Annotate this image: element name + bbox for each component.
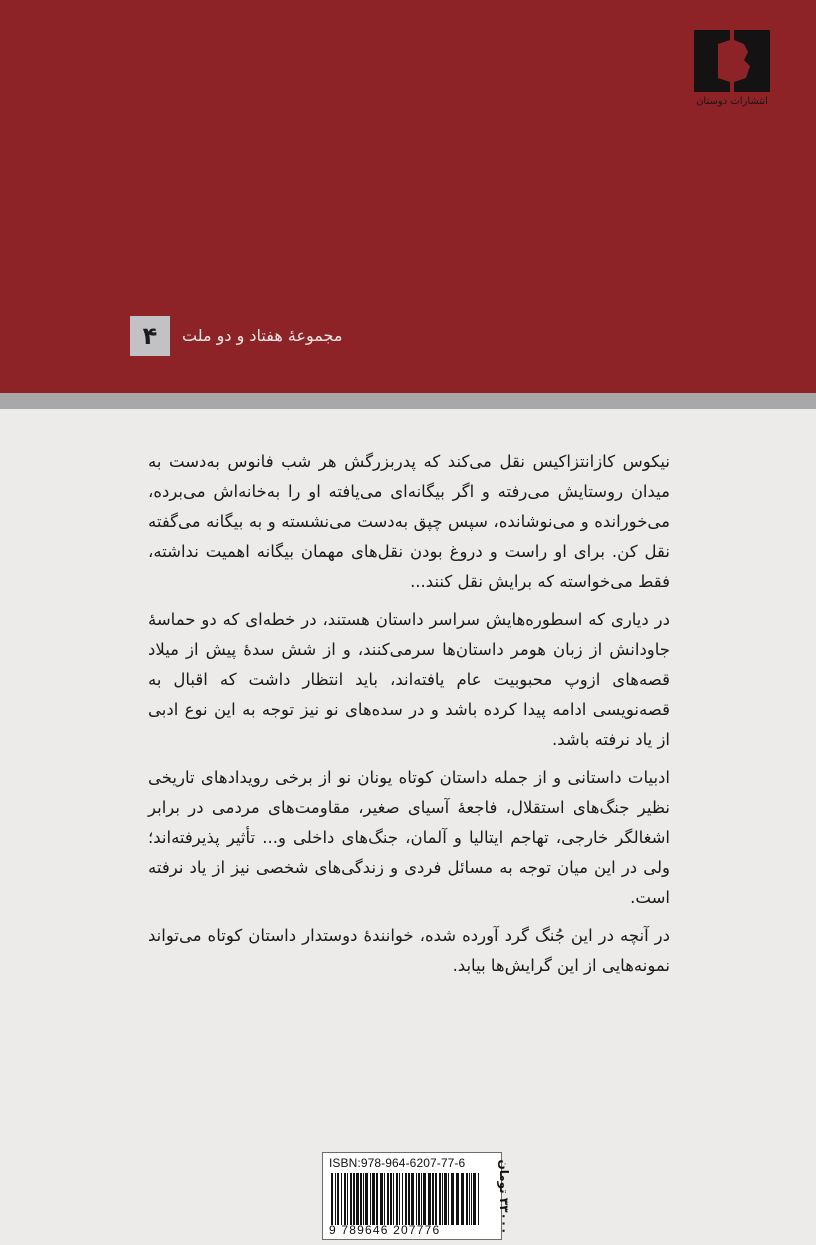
barcode-bar	[471, 1173, 472, 1225]
barcode-bar	[439, 1173, 441, 1225]
barcode-bar	[344, 1173, 346, 1225]
barcode-label	[322, 1152, 502, 1240]
barcode-bar	[432, 1173, 434, 1225]
barcode-bar	[473, 1173, 476, 1225]
barcode-bar	[478, 1173, 479, 1225]
blurb-paragraph-3: ادبیات داستانی و از جمله داستان کوتاه یونان نو از برخی رویدادهای تاریخی نظیر جنگ‌های استقلال، فاجعۀ آسیای صغیر، مقاومت‌های مردمی در برابر اشغالگر خارجی، تهاجم ایتالیا و آلمان، جنگ‌های داخلی و... تأثیر پذیرفته‌اند؛ ولی در این میان توجه به مسائل فردی و زندگی‌های شخصی نیز از یاد نرفته است.	[148, 768, 670, 907]
barcode-bar	[405, 1173, 407, 1225]
barcode-bar	[331, 1173, 333, 1225]
barcode-bar	[461, 1173, 464, 1225]
publisher-name: انتشارات دوستان	[696, 96, 768, 107]
barcode-bar	[418, 1173, 420, 1225]
barcode-bar	[421, 1173, 422, 1225]
series-title: مجموعۀ هفتاد و دو ملت	[182, 326, 343, 345]
barcode-bar	[442, 1173, 443, 1225]
barcode-bar	[372, 1173, 375, 1225]
barcode-bar	[396, 1173, 398, 1225]
barcode-bar	[390, 1173, 392, 1225]
isbn-text: ISBN:978-964-6207-77-6	[329, 1156, 466, 1170]
blurb-text	[148, 447, 670, 989]
barcode-bar	[402, 1173, 403, 1225]
blurb-paragraph-4: در آنچه در این جُنگ گرد آورده شده، خوانندۀ دوستدار داستان کوتاه می‌تواند نمونه‌هایی از این گرایش‌ها بیابد.	[148, 926, 670, 975]
barcode-bar	[428, 1173, 431, 1225]
barcode-bar	[444, 1173, 447, 1225]
price-label	[490, 1160, 510, 1240]
barcode-bar	[360, 1173, 362, 1225]
barcode-bar	[363, 1173, 364, 1225]
barcode-bar	[456, 1173, 459, 1225]
barcode-digits: 9 789646 207776	[329, 1223, 441, 1237]
barcode-bar	[466, 1173, 468, 1225]
barcode-bar	[380, 1173, 383, 1225]
barcode-bars	[331, 1173, 483, 1225]
barcode-bar	[469, 1173, 470, 1225]
barcode-bar	[350, 1173, 352, 1225]
divider-strip	[0, 393, 816, 409]
barcode-bar	[347, 1173, 348, 1225]
price-text: ۳۳۰۰۰ تومان	[497, 1159, 511, 1235]
barcode-bar	[353, 1173, 355, 1225]
barcode-bar	[341, 1173, 342, 1225]
publisher-logo-icon	[690, 26, 774, 96]
blurb-paragraph-1: نیکوس کازانتزاکیس نقل می‌کند که پدربزرگش هر شب فانوس به‌دست به میدان روستایش می‌رفته و اگر بیگانه‌ای می‌یافته او را به‌خانه‌اش می‌برده، می‌خورانده و می‌نوشانده، سپس چپق به‌دست می‌نشسته و به بیگانه می‌گفته نقل کن. برای او راست و دروغ بودن نقل‌های مهمان بیگانه اهمیت نداشته، فقط می‌خواسته که برایش نقل کنند...	[148, 452, 670, 591]
barcode-bar	[335, 1173, 336, 1225]
barcode-bar	[408, 1173, 410, 1225]
series-number-badge: ۴	[130, 316, 170, 356]
barcode-bar	[435, 1173, 437, 1225]
barcode-bar	[384, 1173, 385, 1225]
barcode-bar	[376, 1173, 378, 1225]
barcode-bar	[356, 1173, 359, 1225]
barcode-bar	[370, 1173, 371, 1225]
barcode-bar	[365, 1173, 368, 1225]
barcode-bar	[448, 1173, 449, 1225]
blurb-paragraph-2: در دیاری که اسطوره‌هایش سراسر داستان هستند، در خطه‌ای که دو حماسۀ جاودانش از زبان هومر داستان‌ها سرمی‌کنند، و از شش سدۀ پیش از میلاد قصه‌های ازوپ محبوبیت عام یافته‌اند، باید انتظار داشت که اقبال به قصه‌نویسی ادامه پیدا کرده باشد و در سده‌های نو نیز توجه به این نوع ادبی از یاد نرفته باشد.	[148, 610, 670, 749]
barcode-bar	[337, 1173, 339, 1225]
barcode-bar	[399, 1173, 400, 1225]
barcode-bar	[451, 1173, 454, 1225]
barcode-bar	[423, 1173, 426, 1225]
barcode-bar	[393, 1173, 394, 1225]
publisher-logo	[690, 26, 774, 118]
barcode-bar	[411, 1173, 414, 1225]
barcode-bar	[416, 1173, 417, 1225]
barcode-bar	[387, 1173, 389, 1225]
